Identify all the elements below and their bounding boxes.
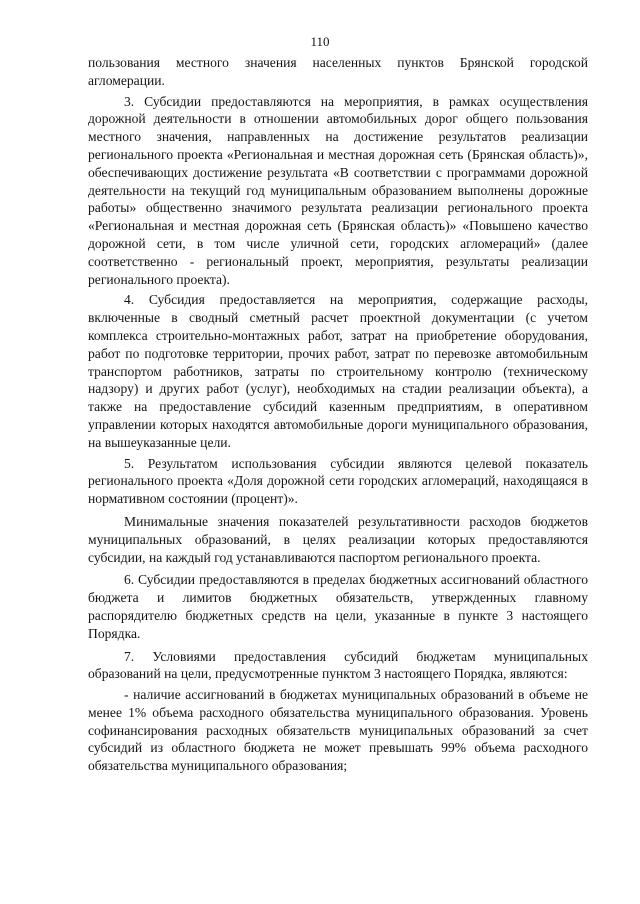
paragraph-item-6: 6. Субсидии предоставляются в пределах бюджетных ассигнований областного бюджета и лимитов бюджетных обязательств, утвержденных главному распорядителю бюджетных средств на цели, указанные в пункте 3 настоящего Порядка. xyxy=(88,572,588,641)
paragraph-item-5: 5. Результатом использования субсидии являются целевой показатель регионального проекта «Доля дорожной сети городских агломераций, находящаяся в нормативном состоянии (процент)». xyxy=(88,455,588,507)
page-number: 110 xyxy=(310,34,330,49)
paragraph-continuation: пользования местного значения населенных пунктов Брянской городской агломерации. xyxy=(88,55,588,88)
paragraph-item-3: 3. Субсидии предоставляются на мероприятия, в рамках осуществления дорожной деятельности в отношении автомобильных дорог общего пользования местного значения, направленных на достижение результатов реализации регионального проекта «Региональная и местная дорожная сеть (Брянская область)», обеспечивающих достижение результата «В соответствии с программами дорожной деятельности на текущий год муниципальным образованием выполнены дорожные работы» общественно значимого результата реализации регионального проекта «Региональная и местная дорожная сеть (Брянская область)» «Повышено качество дорожной сети, в том числе уличной сети, городских агломераций» (далее соответственно - региональный проект, мероприятия, результаты реализации регионального проекта). xyxy=(88,93,588,287)
list-item-condition: - наличие ассигнований в бюджетах муниципальных образований в объеме не менее 1% объема расходного обязательства муниципального образования. Уровень софинансирования расходных обязательств муниципальных образований за счет субсидий из областного бюджета не может превышать 99% объема расходного обязательства муниципального образования; xyxy=(88,687,588,774)
document-body xyxy=(88,54,588,775)
paragraph-minimal-values: Минимальные значения показателей результативности расходов бюджетов муниципальных образований, в целях реализации которых предоставляются субсидии, на каждый год устанавливаются паспортом регионального проекта. xyxy=(88,513,588,565)
paragraph-item-7: 7. Условиями предоставления субсидий бюджетам муниципальных образований на цели, предусмотренные пунктом 3 настоящего Порядка, являются: xyxy=(88,648,588,682)
paragraph-item-4: 4. Субсидия предоставляется на мероприятия, содержащие расходы, включенные в сводный сметный расчет проектной документации (с учетом комплекса строительно-монтажных работ, затрат на приобретение оборудования, работ по подготовке территории, прочих работ, затрат по перевозке автомобильным транспортом работников, затраты по строительному контролю (техническому надзору) и других работ (услуг), необходимых на стадии реализации объекта), а также на предоставление субсидий казенным предприятиям, в оперативном управлении которых находятся автомобильные дороги муниципального образования, на вышеуказанные цели. xyxy=(88,292,588,450)
